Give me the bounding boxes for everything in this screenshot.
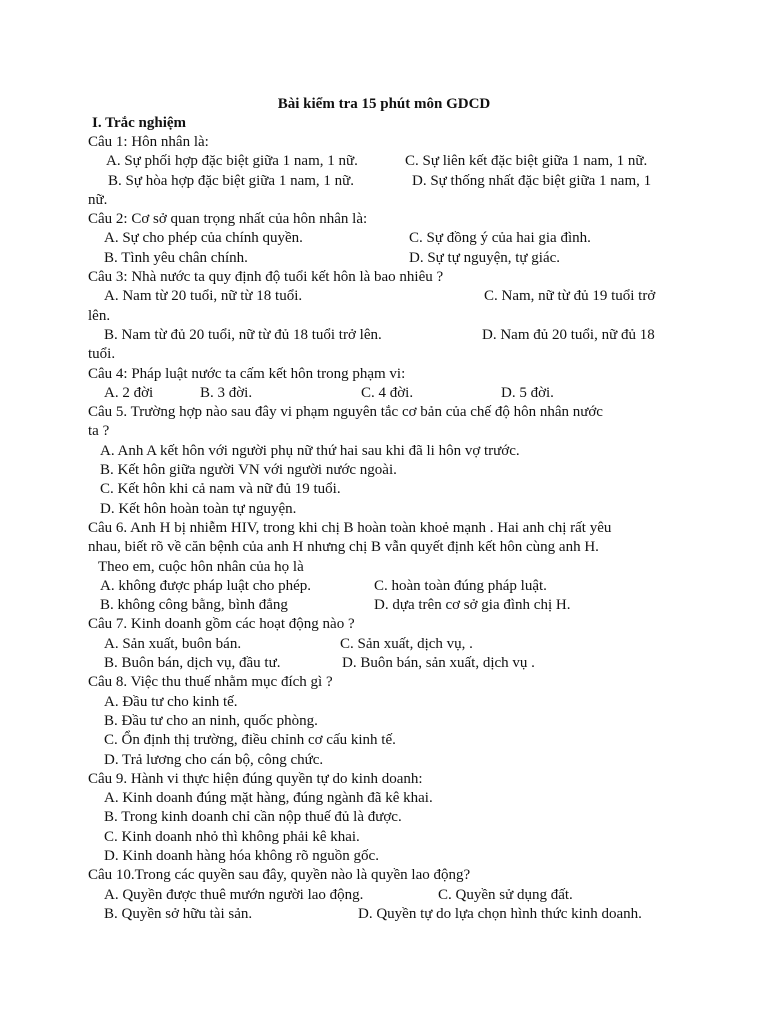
section-heading: I. Trắc nghiệm	[92, 115, 187, 131]
text-line	[0, 828, 768, 847]
text-line	[0, 442, 768, 461]
text-segment: D. dựa trên cơ sở gia đình chị H.	[374, 597, 571, 614]
text-segment: Câu 10.Trong các quyền sau đây, quyền nào là quyền lao động?	[88, 867, 471, 884]
text-line	[0, 538, 768, 557]
text-line	[0, 654, 768, 673]
text-line	[0, 886, 768, 905]
text-segment: D. Trả lương cho cán bộ, công chức.	[104, 751, 324, 768]
text-line	[0, 229, 768, 248]
text-segment: nữ.	[88, 191, 108, 208]
text-segment: A. Anh A kết hôn với người phụ nữ thứ hai sau khi đã li hôn vợ trước.	[100, 442, 520, 459]
text-segment: Câu 6. Anh H bị nhiễm HIV, trong khi chị B hoàn toàn khoẻ mạnh . Hai anh chị rất yêu	[88, 519, 612, 536]
text-line	[0, 152, 768, 171]
text-line	[0, 191, 768, 210]
text-segment: A. 2 đời	[104, 384, 154, 401]
text-line	[0, 133, 768, 152]
text-segment: A. Sản xuất, buôn bán.	[104, 635, 242, 652]
text-line	[0, 422, 768, 441]
text-segment: B. Quyền sở hữu tài sản.	[104, 905, 253, 922]
text-segment: C. hoàn toàn đúng pháp luật.	[374, 577, 547, 594]
text-line	[0, 615, 768, 634]
text-line	[0, 287, 768, 306]
text-line	[0, 751, 768, 770]
text-line	[0, 307, 768, 326]
text-segment: B. Trong kinh doanh chỉ cần nộp thuế đủ là được.	[104, 809, 402, 826]
text-line	[0, 558, 768, 577]
text-segment: Theo em, cuộc hôn nhân của họ là	[98, 558, 304, 575]
text-segment: tuổi.	[88, 346, 116, 363]
text-line	[0, 500, 768, 519]
text-line	[0, 712, 768, 731]
text-line	[0, 577, 768, 596]
text-segment: B. Buôn bán, dịch vụ, đầu tư.	[104, 655, 281, 672]
text-segment: Câu 1: Hôn nhân là:	[88, 134, 209, 150]
text-segment: C. Kinh doanh nhỏ thì không phải kê khai.	[104, 828, 360, 845]
text-segment: C. Nam, nữ từ đủ 19 tuổi trở	[484, 288, 656, 305]
text-segment: Câu 3: Nhà nước ta quy định độ tuổi kết hôn là bao nhiêu ?	[88, 269, 444, 286]
text-segment: D. Nam đủ 20 tuổi, nữ đủ 18	[482, 326, 655, 343]
text-segment: D. Kết hôn hoàn toàn tự nguyện.	[100, 500, 297, 517]
text-segment: B. Nam từ đủ 20 tuổi, nữ từ đủ 18 tuổi trở lên.	[104, 326, 382, 343]
text-segment: A. không được pháp luật cho phép.	[100, 577, 312, 594]
text-line	[0, 210, 768, 229]
text-segment: C. Ổn định thị trường, điều chỉnh cơ cấu kinh tế.	[104, 732, 396, 749]
text-segment: Câu 8. Việc thu thuế nhằm mục đích gì ?	[88, 674, 333, 691]
text-segment: D. 5 đời.	[501, 384, 554, 401]
text-segment: C. 4 đời.	[361, 384, 414, 401]
text-segment: ta ?	[88, 423, 110, 440]
text-segment: B. Tình yêu chân chính.	[104, 249, 248, 266]
text-line	[0, 461, 768, 480]
text-segment: Câu 4: Pháp luật nước ta cấm kết hôn trong phạm vi:	[88, 365, 406, 382]
text-segment: Câu 7. Kinh doanh gồm các hoạt động nào ?	[88, 616, 355, 633]
text-segment: A. Đầu tư cho kinh tế.	[104, 693, 238, 710]
text-line	[0, 789, 768, 808]
text-line	[0, 808, 768, 827]
text-segment: C. Kết hôn khi cả nam và nữ đủ 19 tuổi.	[100, 481, 341, 498]
text-line	[0, 480, 768, 499]
text-line	[0, 268, 768, 287]
text-segment: C. Sự liên kết đặc biệt giữa 1 nam, 1 nữ.	[405, 153, 648, 170]
text-line	[0, 249, 768, 268]
text-segment: Câu 9. Hành vi thực hiện đúng quyền tự do kinh doanh:	[88, 770, 423, 787]
text-segment: B. Kết hôn giữa người VN với người nước ngoài.	[100, 462, 397, 479]
text-segment: nhau, biết rõ về căn bệnh của anh H nhưng chị B vẫn quyết định kết hôn cùng anh H.	[88, 539, 599, 556]
text-segment: B. 3 đời.	[200, 384, 253, 401]
text-line	[0, 693, 768, 712]
text-segment: lên.	[88, 307, 111, 324]
text-segment: Câu 5. Trường hợp nào sau đây vi phạm nguyên tắc cơ bản của chế độ hôn nhân nước	[88, 404, 603, 421]
text-line	[0, 905, 768, 924]
text-segment: C. Sản xuất, dịch vụ, .	[340, 635, 473, 652]
text-segment: D. Sự tự nguyện, tự giác.	[409, 249, 561, 266]
text-line	[0, 731, 768, 750]
text-segment: B. Đầu tư cho an ninh, quốc phòng.	[104, 712, 318, 729]
text-line	[0, 384, 768, 403]
text-line	[0, 365, 768, 384]
text-segment: D. Sự thống nhất đặc biệt giữa 1 nam, 1	[412, 172, 652, 189]
text-segment: A. Kinh doanh đúng mặt hàng, đúng ngành đã kê khai.	[104, 790, 433, 807]
text-line	[0, 770, 768, 789]
text-segment: D. Buôn bán, sản xuất, dịch vụ .	[342, 655, 535, 672]
text-segment: A. Nam từ 20 tuổi, nữ từ 18 tuổi.	[104, 288, 303, 305]
question-list	[0, 133, 768, 924]
document-title: Bài kiểm tra 15 phút môn GDCD	[277, 96, 491, 112]
text-segment: A. Sự cho phép của chính quyền.	[104, 230, 303, 247]
text-segment: A. Sự phối hợp đặc biệt giữa 1 nam, 1 nữ.	[106, 153, 358, 170]
text-segment: C. Sự đồng ý của hai gia đình.	[409, 230, 591, 247]
text-line	[0, 596, 768, 615]
text-segment: A. Quyền được thuê mướn người lao động.	[104, 886, 364, 903]
text-line	[0, 847, 768, 866]
text-segment: Câu 2: Cơ sở quan trọng nhất của hôn nhân là:	[88, 211, 368, 228]
text-segment: D. Kinh doanh hàng hóa không rõ nguồn gốc.	[104, 847, 379, 864]
text-segment: B. không công bằng, bình đẳng	[100, 597, 288, 614]
text-segment: D. Quyền tự do lựa chọn hình thức kinh doanh.	[358, 905, 642, 922]
text-line	[0, 345, 768, 364]
text-line	[0, 635, 768, 654]
text-line	[0, 519, 768, 538]
text-segment: C. Quyền sử dụng đất.	[438, 886, 573, 903]
text-line	[0, 403, 768, 422]
text-line	[0, 172, 768, 191]
text-line	[0, 866, 768, 885]
text-line	[0, 326, 768, 345]
text-line	[0, 673, 768, 692]
text-segment: B. Sự hòa hợp đặc biệt giữa 1 nam, 1 nữ.	[108, 172, 355, 189]
